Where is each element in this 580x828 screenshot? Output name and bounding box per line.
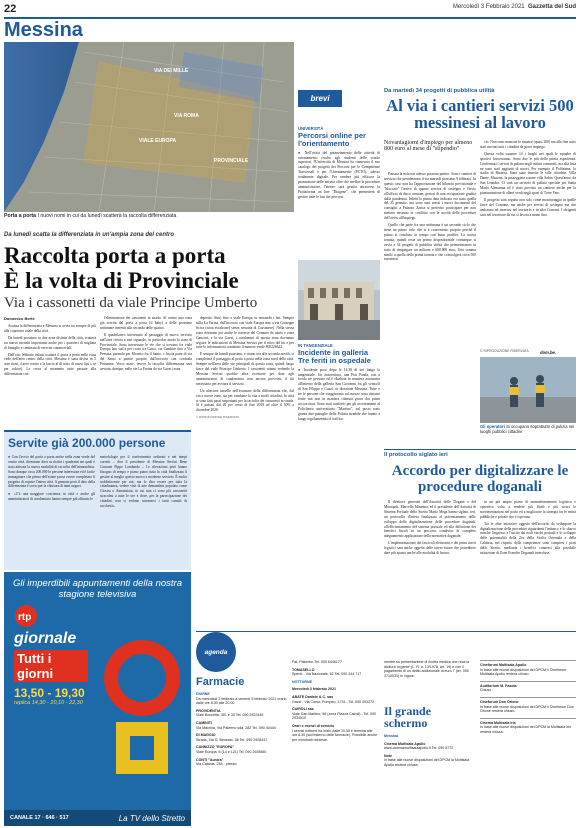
pharmacy-entry: NOTTURNE <box>292 679 312 684</box>
divider <box>196 631 576 632</box>
sidebar-box <box>4 430 191 570</box>
rtp-logo-text: rtp <box>18 612 32 623</box>
svg-text:VIALE EUROPA: VIALE EUROPA <box>139 138 177 144</box>
ad-channels: CANALE 17 · 646 · 517 <box>10 815 69 821</box>
cinema-section <box>384 705 478 771</box>
brief-tag: UNIVERSITÀ <box>298 126 324 131</box>
map-caption-text: I nuovi nomi in cui da lunedì scatterà la raccolta differenziata <box>37 213 177 219</box>
right-kicker: Da martedì 34 progetti di pubblica utilità <box>384 88 495 94</box>
pharmacy-entry: CAIROLI sas Viale San Martino, 98 (zona Piazza Cairoli) - Tel. 090 2934510 <box>292 707 377 721</box>
main-kicker-text: Da lunedì scatta la differenziata in un'ampia zona del centro <box>4 232 175 238</box>
brief-item <box>298 126 380 200</box>
paragraph: cio. Non sono mancate le rinunce (quasi 200) ma alla fine sono stati rinviati tutti i cittadini da porre impiego. <box>480 140 576 149</box>
sidebar-box-column-left <box>8 455 95 512</box>
cinema-entry: Cinema Multisala Iris In base alle nuove disposizioni del DPCM la Multisala Iris resterà chiusa. <box>480 718 576 735</box>
masthead <box>0 0 580 40</box>
pharmacy-note: mentre su presentazione di ricetta medica che reca la dicitura 'urgente' (L. R. n. 13/1978, art. 19) e con il pagamento di un diritto addizionale di euro 7 (tel. 090 3710031) in vigore. <box>384 660 470 678</box>
paragraph: Questa volta saranno 14 i luoghi nei quali le squadre di sportivi lavoreranno. Sono due le più della prima esperienza. Confermati i servizi di pulizia negli istituti comunali, ma alla lista ne sono stati aggiunti di nuovi. Per esempio il Politeama, lo stadio di Bisazza. Sono state inserite le ville cittadine. Villa Dante, Mazzini, la passeggiata a mare villa Sabin. Quest'anno, da San Leandro. Ci sarà un servizio di pulizia speciale per Santa Maria Alemanna ed è stato previsto un cantiere anche per la piantumazione di alberi verdi negli spazi di Torre Faro. <box>480 151 576 196</box>
paragraph: Il direttore generale dell'Autorità delle Dogane e del Monopoli, Marcello Minenna, ed il presidente dell'Autorità di Sistema Portuale dello Stretto Mario Mega hanno siglato, ieri, un protocollo d'intesa finalizzato al potenziamento dello sviluppo della digitalizzazione delle procedure doganali, all'efficientamento del sistema portuale ed alla diffusione dei benefici fiscali su un percorso condiviso di completo adeguamento applicazione della normativa doganale. <box>384 500 476 539</box>
map-caption-lead: Porta a porta <box>4 213 36 219</box>
paragraph: Passata la nota ieri adesso possono partire. Sono i cantieri di servizio che prenderanno il via martedì prossimo 9 febbraio. In questo caso non ha l'approvazione del bilancio previsionale e "bloccato" l'arrivo di quanto serviva di sostegno e l'invio all'ufficio di disco comune, gestori di una occupazione gradita dalla pandemia. Infatti la prima data indicata era stata quella del 25 gennaio, ma sono stati messi i nuovi documenti del consiglio a Palazzo Zanca si preferito posticipare per non mettere nessuno in conflitto con le novità delle procedure dell'avvio all'impiego. <box>384 172 476 221</box>
right-subhead: Novantagiorni d'impiego per almeno 800 euro al mese di "stipendio" <box>384 140 473 152</box>
sidebar-box-column-right <box>100 455 187 512</box>
cinema-listings <box>480 660 576 739</box>
ad-schedule <box>14 630 88 706</box>
right-column-1 <box>384 172 476 264</box>
brief-tag: IN TANGENZIALE <box>298 343 333 348</box>
ad-slogan: La TV dello Stretto <box>118 813 185 823</box>
paragraph: Dall'otto febbraio infatti scatterà il porta a porta nella zona vede dell'area centro della città. Messina è stata divisa in 5 aree rioni, 4 aree centro e la fascia al di sotto di nuovi tipi o se per colore). Le cerca al momento tutte passate alla differenziata con <box>4 352 96 377</box>
ad-banner: Tutti i giorni <box>14 650 88 682</box>
issue-date: Mercoledì 3 Febbraio 2021 <box>452 4 525 10</box>
svg-text:VIA DEI MILLE: VIA DEI MILLE <box>154 68 189 74</box>
pharmacies-column-2 <box>292 660 378 745</box>
brief-text: ● Nell'ottica del potenziamento delle attività di orientamento rivolte agli studenti delle scuole superiori, l'Università di Messina ha rinnovato il suo catalogo dei progetti dei Percorsi per le Competenze Trasversali e per l'Orientamento (PCTO), adesso totalmente digitale. Per rendere più efficace la promozione delle attività oltre che snellire le procedure amministrative, l'ateneo sarà gestita attraverso la Piattaforma on line "Diogene", che permetterà di gestire tutte le fasi dei percorsi. <box>298 150 380 199</box>
cinema-entry: Cineforum Don Orione In base alle nuove disposizioni del DPCM il Cineforum Don Orione resterà chiuso. <box>480 697 576 714</box>
copyright-note: © RIPRODUZIONE RISERVATA <box>480 349 529 353</box>
worker-photo <box>480 357 576 423</box>
right2-column-1 <box>384 500 476 558</box>
main-column-3 <box>196 316 294 419</box>
cinema-entry: Cinema Multisala Apollo www.cinemamultisalaapollo.it Tel. 090 5772 <box>384 741 454 751</box>
pharmacy-entry: DI MAGGIO Strada, Via G. Bensato, 36 Tel. 090 2928437 <box>196 733 268 742</box>
right-headline: Al via i cantieri servizi 500 messinesi al lavoro <box>386 96 574 132</box>
paragraph: ● Con l'avvio del porta a porta anche nella zona verde del centro città, diventano dieci su dodici i quadranti nei quali è stata attivata la nuova modalità di raccolta dell'immondizia. Sono dunque circa 200.000 le persone interessate ed è facile immaginare che prima dell'estate possa essere completato il progetto di coprire l'intera città. A gennaio però il dato della differenziata è sceso per la chiusura di tanti negozi. <box>8 455 95 489</box>
ad-headline: Gli imperdibili appuntamenti della nostra stagione televisiva <box>13 578 182 600</box>
svg-text:VIA ROMA: VIA ROMA <box>174 113 199 119</box>
cinema-entry: Auditorium M. Fasola Chiuso <box>480 681 576 693</box>
paragraph: Quello che parte fra una settimana è un secondo ciclo che tiene un primo volo che si è concentrato proprio perché il primo si concluso in tempo con buon profitto. La nuova tornata, quindi resta un primo disposizionale comunque si avvia a 34 progetti di pubblica utilità che permetteranno in tutto di rimpiegare un milione e 600.000 euro. Una somma simile a quella della prima tornata e che coinvolgerà circa 500 messinesi. <box>384 223 476 262</box>
cinema-entry: Cineforum Multisala Apollo In base alle nuove disposizioni del DPCM il Cineforum Multisala Apollo resterà chiuso. <box>480 660 576 677</box>
photo-caption <box>480 424 576 434</box>
paragraph: in un più ampio piano di ammodernamento logistico e operativo volto a rendere più fluidi e più sicuri le movimentazioni nel porto ed a migliorare la sinergia tra le entità pubbliche e private che vi operano. <box>480 500 576 519</box>
pharmacy-entry: Orari e esenzi di servizio I servizi notturni ha inizio dalle 19.30 e termina alle ore 8.30 (sull'esterno delle farmacie). Possibile anche per eventuali richieste. <box>292 723 378 742</box>
author-signoff: dom.be. <box>540 350 557 355</box>
photo-caption-text: Si occupano soprattutto di pulizia nei luoghi pubblici cittadini <box>480 424 575 434</box>
photo-caption-lead: Gli operatori <box>480 424 505 429</box>
rtp-big-logo <box>96 622 188 792</box>
divider <box>384 449 576 450</box>
brief-item <box>298 343 380 422</box>
rtp-logo <box>14 604 44 633</box>
dateline <box>453 4 576 10</box>
agenda-badge: agenda <box>196 632 236 672</box>
main-headline-line-2: È la volta di Provinciale <box>4 268 239 293</box>
cinema-title: Il grande schermo <box>384 704 432 730</box>
paragraph: Un ulteriore tassello nell'avanzare della differenziata che, dal via a nuove zone, sta per cambiare la vita a molti cittadini. In città si sono fatti passi importanti per la raccolta dei cassonetti in strada. Si è passati dal 20 per cento di fine 2018 ad oltre il 50% a dicembre 2020. <box>196 388 294 413</box>
right-column-2 <box>480 140 576 220</box>
cinema-entry: Note In base alle nuove disposizioni del DPCM la Multisala Apollo resterà chiusa. <box>384 753 470 767</box>
brief-title: Incidente in galleria Tre feriti in ospedale <box>298 348 371 366</box>
paragraph: ● «C'è una maggiore coscienza in città e anche gli amministratori di condominio hanno sempre più affinato le <box>8 492 95 502</box>
main-headline <box>4 243 294 293</box>
pharmacy-entry: CANNIZZO "EUROPA" Viale Europa, 6 (14 e 121) Tel. 090 2928560 <box>196 745 267 754</box>
page-number: 22 <box>4 3 17 15</box>
pharmacy-entry: Pal. Palumbo Tel. 090 6446177 <box>292 660 342 664</box>
main-headline-line-1: Raccolta porta a porta <box>4 243 226 268</box>
ad-show-name: giornale <box>14 630 77 647</box>
paragraph: l'eliminazione dei cassonetti in strada. Al centro una zona già servita dal porta a porta (il baby) a delle prossime settimane inerenti alla seconda delle quattro. <box>100 316 192 330</box>
pharmacy-entry: ABATE Daniele & C. sas Gazzi - Via Corso, Pompeo, 1731 - Tel. 090 293272 <box>292 694 375 704</box>
copyright-note: © RIPRODUZIONE RISERVATA <box>196 415 240 420</box>
right2-column-2 <box>480 500 576 558</box>
aerial-map-photo <box>4 42 294 212</box>
pharmacies-title: Farmacie <box>196 676 245 688</box>
header-rule <box>4 17 576 19</box>
ad-replica: replica 14,30 - 20,10 - 22,30 <box>14 700 83 706</box>
paragraph: Il progetto sarà seguito non solo come monitoraggio in quelle fasce del Comune, ma anche per servizi di sostegno ma che andranno ad inserirsi nel territorio e in altri Comuni. I dirigenti sarà nel tesserone da cui si lavora a mano fino. <box>480 197 576 217</box>
tv-advertisement <box>4 572 191 826</box>
right-headline-2: Accordo per digitalizzare le procedure doganali <box>391 463 569 495</box>
ad-times: 13,50 - 19,30 <box>14 686 85 700</box>
pharmacy-entry: TOMASELLO Sperlò - Via Nazionale, 62 Tel. 090 344 717 <box>292 667 362 677</box>
sidebar-box-title: Servite già 200.000 persone <box>8 436 166 450</box>
pharmacies-column-1 <box>196 676 291 770</box>
paragraph: L'implementazione dei fascicoli elettronici e dei primi rinvii logistici sarà anche oggetto delle intese future che potrebbero dare più spazio anche alle modalità di lavoro. <box>384 541 476 556</box>
ad-footer <box>4 810 191 826</box>
paragraph: Avanza la differenziata e Messina si avvia tra sempre di più alla copertura totale della città. <box>4 324 96 333</box>
paragraph: Tra le altre iniziative oggetto dell'accordo da sviluppare la digitalizzazione delle procedure riguardanti l'imbarco e lo sbarco nonché l'ingresso e l'uscita dai nodi varchi portuali e lo sviluppo delle potenzialità della Zes della Sicilia Orientale e della Calabria, nel rispetto delle competenze sono compresi i porti dello Stretto, mediante i benefici connessi alla possibile istituzione di Zone Franche Doganali intercluse. <box>480 521 576 556</box>
brevi-badge: brevi <box>298 90 342 107</box>
pharmacy-entry: PROVIDENTIA Viale Boccetta, 301 e 30 Tel. 090 2922445 <box>196 708 264 718</box>
pharmacy-entry: CONTI "Aurora" Via Catania, 248 - presso <box>196 757 237 767</box>
paragraph: E sempre da lunedì prossimo, e siamo ora alla seconda novità, si completerà il passaggio al porta a porta nella zona nord della città. Sempre nell'area delle vie principali di questa zona, quindi luogo fasce del viale Principe Umberto. I cassonetti stanno vedendo la Messina Servizi qualche altra ricezione per dare agli amministratori di condominio, non ancora provvisti, il kit necessario per avviare il servizio. <box>196 352 294 386</box>
pharmacy-entry: DIURNE Da mercoledì 3 febbraio a venerdì 5 febbraio 2021 orario dalle ore 8.30 alle 20.00 <box>196 692 287 706</box>
brief-text: ● Incidente poco dopo le 14.30 di ieri lungo la tangenziale. Un autovettura, una Fiat Panda, con a bordo tre persone ed è ribaltata in maniera autonoma all'interno della galleria San Giovanni fra gli svincoli di San Filippo e Gazzi, in direzione Messina. Tutte e tre le persone che viaggiavano sul mezzo sono rimaste ferite ma non in maniera ritenuta grave dai primi soccorritori. Sono stati trasferiti per gli accertamenti al Policlinico universitario "Martino", sul posto sono giunte due pattuglie della Polizia stradale che hanno a lungo regolamentato il traffico. <box>298 367 380 421</box>
section-title: Messina <box>4 19 83 41</box>
brief-title: Percorsi online per l'orientamento <box>298 131 366 149</box>
main-column-1 <box>4 316 96 379</box>
pharmacy-entry: CAMINITI Via Macrina, Via Palermo sda, 282 Tel. 090 40444 <box>196 720 276 730</box>
svg-text:PROVINCIALE: PROVINCIALE <box>214 158 249 164</box>
paper-name: Gazzetta del Sud <box>527 4 576 10</box>
byline: Domenico Bertè <box>4 316 35 321</box>
station-photo <box>298 260 380 340</box>
pharmacies-column-3 <box>384 660 478 681</box>
main-subhead: Via i cassonetti da viale Principe Umberto <box>4 295 258 311</box>
cinema-city: Messina <box>384 734 399 738</box>
main-kicker <box>4 232 174 238</box>
paragraph: metodologie per il conferimento ordinato e nei tempi corretti – dice il presidente di Messina Servizi Bene Comune Pippo Lombardo – Le rilevazioni però hanno bisogno di tempo e piano piano tutta la città finalizzata il gestire al meglio questo nuovo e moderno servizio. È molto soddisfacente per noi, ma lo dico essere per tutta la cittadinanza, vedere visti di arte demandarti popolato come Giostra o Annunziata, in cui non ci sono più cassonetti stracolmi a tutte le ore e dove, per la partecipazione dei cittadini, non si vedono sommersi i tanti cumuli di sacchetti». <box>100 455 187 509</box>
map-caption <box>4 213 294 219</box>
paragraph: Da lunedì prossimo in due zone distinte della città, scatterà un nuovo metodo importante anche per i quartieri di migliaia di famiglie e centinaia di esercizi commerciali. <box>4 335 96 350</box>
main-column-2 <box>100 316 192 374</box>
paragraph: Il quadrilatero interessato al passaggio di nuovo servizio nell'area rivista a vari riguardo, in particolar modo la zona di Provinciale. Sono interessate le vie che si trovano fra viale Europa lato sud e per corso tra Gazzi, via Candore fino a Via Pensata, parendo per Moretto fra il Santo, c fascia parte di via del Santo a partire proprio dall'incrocio con contrada Pistunina. Verso mare, invece la raccolta differenziata sarà avviata, dunque, nelle vie La Farina da via Gazzi (zona <box>100 332 192 372</box>
paragraph: deposito Atm) fino a viale Europa su entrambi i lati. Sempre sulla La Farina, dall'incrocio con viale Europa sino a via Giuseppe Sciva (zona escalzone) senza nessuna di Cassiniere). Nella stessa zona rientrano poi anche le traverse del Comune da inizio e zona Ganzirri, e la via Gazzi, i condomini di questa zona dovranno seguire le indicazioni di Messina Servizi per il ritiro del kit e per tutte le informazioni contattate il numero verde 800226622. <box>196 316 294 350</box>
pharmacy-entry: Mercoledì 3 febbraio 2021 <box>292 687 336 692</box>
right-kicker-2: Il protocollo siglato ieri <box>384 452 448 458</box>
